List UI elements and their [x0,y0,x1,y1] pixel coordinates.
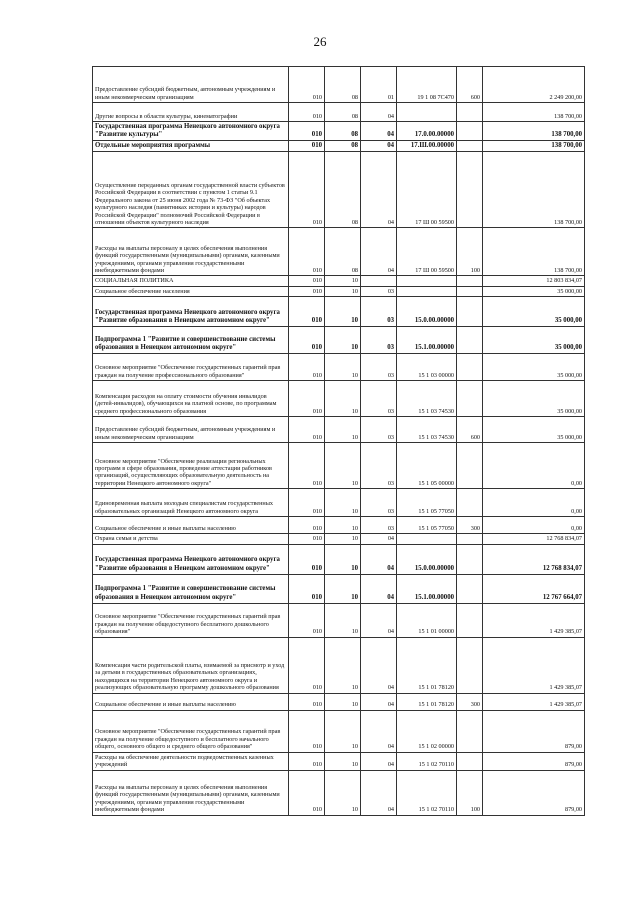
row-expense-type [457,381,483,417]
row-name: Основное мероприятие "Обеспечение государственных гарантий прав граждан на получение профессионального образования" [93,354,289,381]
table-row [93,103,585,122]
row-subsection-code: 03 [361,354,397,381]
row-sum: 138 700,00 [483,228,585,276]
row-sum: 12 768 834,07 [483,534,585,544]
row-target-code: 15.1.00.00000 [397,327,457,354]
row-sum: 138 700,00 [483,152,585,228]
row-target-code: 15 1 02 70110 [397,752,457,770]
row-rz-code: 010 [289,693,325,710]
table-row [93,354,585,381]
table-row [93,152,585,228]
table-row [93,297,585,327]
row-subsection-code: 04 [361,122,397,141]
row-rz-code: 010 [289,534,325,544]
row-target-code: 15 1 05 77050 [397,517,457,534]
row-rz-code: 010 [289,103,325,122]
row-subsection-code: 04 [361,710,397,752]
row-target-code: 15 1 05 77050 [397,489,457,517]
row-subsection-code: 04 [361,752,397,770]
row-target-code [397,103,457,122]
row-target-code [397,286,457,296]
row-sum: 1 429 385,07 [483,603,585,637]
row-section-code: 10 [325,327,361,354]
row-subsection-code: 04 [361,544,397,574]
row-name: Расходы на выплаты персоналу в целях обеспечения выполнения функций государственными (муниципальными) органами, казенными учреждениями, органами управления государственными внебюджетными фондами [93,228,289,276]
row-section-code: 08 [325,122,361,141]
row-expense-type [457,443,483,489]
row-name: Компенсация расходов на оплату стоимости обучения инвалидов (детей-инвалидов), обучающихся на платной основе, по программам среднего профессионального образования [93,381,289,417]
row-sum: 12 768 834,07 [483,544,585,574]
row-subsection-code: 04 [361,603,397,637]
row-name: Расходы на выплаты персоналу в целях обеспечения выполнения функций государственными (муниципальными) органами, казенными учреждениями, органами управления государственными внебюджетными фондами [93,770,289,815]
row-expense-type: 100 [457,228,483,276]
row-section-code: 08 [325,141,361,152]
row-expense-type [457,297,483,327]
row-expense-type [457,534,483,544]
table-row [93,276,585,286]
row-name: Социальное обеспечение населения [93,286,289,296]
row-name: Охрана семьи и детства [93,534,289,544]
row-section-code: 10 [325,693,361,710]
row-rz-code: 010 [289,228,325,276]
row-section-code: 10 [325,417,361,443]
row-target-code: 15 1 03 74530 [397,381,457,417]
row-expense-type [457,752,483,770]
row-target-code: 15.0.00.00000 [397,544,457,574]
row-rz-code: 010 [289,752,325,770]
row-section-code: 10 [325,574,361,603]
table-row [93,122,585,141]
row-rz-code: 010 [289,354,325,381]
table-row [93,489,585,517]
table-row [93,603,585,637]
row-name: Основное мероприятие "Обеспечение реализации региональных программ в сфере образования, проведение аттестации работников организаций, осуществляющих образовательную деятельность на территории Ненецкого автономного округа" [93,443,289,489]
row-subsection-code: 03 [361,489,397,517]
row-sum: 12 767 664,07 [483,574,585,603]
row-name: Социальное обеспечение и иные выплаты населению [93,693,289,710]
row-expense-type [457,574,483,603]
row-section-code: 08 [325,67,361,103]
row-rz-code: 010 [289,517,325,534]
row-name: Компенсация части родительской платы, взимаемой за присмотр и уход за детьми в государственных образовательных организациях, находящихся на территории Ненецкого автономного округа и реализующих образовательную программу дошкольного образования [93,637,289,693]
row-target-code: 15 1 02 70110 [397,770,457,815]
row-subsection-code: 03 [361,297,397,327]
row-subsection-code: 04 [361,534,397,544]
row-name: Расходы на обеспечение деятельности подведомственных казенных учреждений [93,752,289,770]
row-sum: 1 429 385,07 [483,693,585,710]
row-rz-code: 010 [289,770,325,815]
row-name: Государственная программа Ненецкого автономного округа "Развитие культуры" [93,122,289,141]
row-sum: 35 000,00 [483,417,585,443]
row-section-code: 10 [325,517,361,534]
row-target-code: 15 1 01 78120 [397,637,457,693]
row-section-code: 10 [325,770,361,815]
row-name: Другие вопросы в области культуры, кинематографии [93,103,289,122]
row-target-code: 15 1 03 00000 [397,354,457,381]
table-row [93,637,585,693]
row-rz-code: 010 [289,381,325,417]
row-sum: 879,00 [483,710,585,752]
row-rz-code: 010 [289,710,325,752]
row-sum: 138 700,00 [483,103,585,122]
row-rz-code: 010 [289,603,325,637]
table-row [93,770,585,815]
row-name: Основное мероприятие "Обеспечение государственных гарантий прав граждан на получение общедоступного и бесплатного начального общего, основного общего и среднего общего образования" [93,710,289,752]
row-rz-code: 010 [289,67,325,103]
budget-table [92,66,585,816]
row-target-code: 15 1 02 00000 [397,710,457,752]
row-sum: 138 700,00 [483,141,585,152]
row-expense-type [457,103,483,122]
table-row [93,574,585,603]
row-subsection-code: 03 [361,327,397,354]
row-section-code: 10 [325,603,361,637]
row-subsection-code: 04 [361,693,397,710]
row-sum: 12 803 834,07 [483,276,585,286]
row-subsection-code: 01 [361,67,397,103]
row-rz-code: 010 [289,574,325,603]
row-name: Государственная программа Ненецкого автономного округа "Развитие образования в Ненецком автономном округе" [93,297,289,327]
row-sum: 879,00 [483,770,585,815]
table-row [93,693,585,710]
row-name: Предоставление субсидий бюджетным, автономным учреждениям и иным некоммерческим организациям [93,417,289,443]
row-subsection-code: 03 [361,286,397,296]
row-section-code: 10 [325,354,361,381]
row-name: Единовременная выплата молодым специалистам государственных образовательных организаций Ненецкого автономного округа [93,489,289,517]
row-section-code: 10 [325,637,361,693]
row-expense-type [457,122,483,141]
row-target-code: 15 1 03 74530 [397,417,457,443]
row-subsection-code: 04 [361,637,397,693]
row-name: Государственная программа Ненецкого автономного округа "Развитие образования в Ненецком автономном округе" [93,544,289,574]
row-subsection-code: 03 [361,443,397,489]
row-expense-type [457,637,483,693]
row-subsection-code: 04 [361,103,397,122]
row-rz-code: 010 [289,637,325,693]
row-expense-type [457,710,483,752]
row-target-code: 15 1 05 00000 [397,443,457,489]
row-name: Отдельные мероприятия программы [93,141,289,152]
row-target-code: 15 1 01 78120 [397,693,457,710]
table-row [93,710,585,752]
row-sum: 0,00 [483,489,585,517]
row-expense-type [457,603,483,637]
table-row [93,443,585,489]
row-expense-type [457,544,483,574]
row-sum: 0,00 [483,517,585,534]
row-expense-type [457,489,483,517]
row-rz-code: 010 [289,152,325,228]
row-section-code: 10 [325,276,361,286]
row-name: Предоставление субсидий бюджетным, автономным учреждениям и иным некоммерческим организациям [93,67,289,103]
row-rz-code: 010 [289,122,325,141]
row-name: Социальное обеспечение и иные выплаты населению [93,517,289,534]
row-subsection-code: 04 [361,141,397,152]
row-sum: 35 000,00 [483,297,585,327]
row-sum: 35 000,00 [483,354,585,381]
row-sum: 0,00 [483,443,585,489]
table-row [93,544,585,574]
row-expense-type: 600 [457,67,483,103]
row-sum: 1 429 385,07 [483,637,585,693]
row-section-code: 10 [325,534,361,544]
row-rz-code: 010 [289,489,325,517]
row-subsection-code: 04 [361,152,397,228]
row-sum: 35 000,00 [483,381,585,417]
row-sum: 35 000,00 [483,286,585,296]
row-expense-type: 100 [457,770,483,815]
row-target-code: 19 1 08 7C470 [397,67,457,103]
row-expense-type [457,152,483,228]
row-name: Подпрограмма 1 "Развитие и совершенствование системы образования в Ненецком автономном округе" [93,327,289,354]
row-section-code: 10 [325,381,361,417]
row-rz-code: 010 [289,286,325,296]
row-subsection-code: 03 [361,381,397,417]
table-row [93,327,585,354]
row-section-code: 10 [325,286,361,296]
row-name: Основное мероприятие "Обеспечение государственных гарантий прав граждан на получение общедоступного бесплатного дошкольного образования" [93,603,289,637]
row-rz-code: 010 [289,327,325,354]
row-section-code: 10 [325,544,361,574]
row-target-code: 17 Ш 00 59500 [397,228,457,276]
row-expense-type [457,286,483,296]
row-section-code: 08 [325,103,361,122]
row-name: Подпрограмма 1 "Развитие и совершенствование системы образования в Ненецком автономном округе" [93,574,289,603]
table-row [93,417,585,443]
table-row [93,141,585,152]
row-target-code [397,534,457,544]
row-name: Осуществление переданных органам государственной власти субъектов Российской Федерации в соответствии с пунктом 1 статьи 9.1 Федерального закона от 25 июня 2002 года № 73-ФЗ "Об объектах культурного наследия (памятниках истории и культуры) народов Российской Федерации" полномочий Российской Федерации в отношении объектов культурного наследия [93,152,289,228]
row-rz-code: 010 [289,544,325,574]
row-section-code: 10 [325,752,361,770]
row-subsection-code [361,276,397,286]
table-row [93,286,585,296]
budget-table-body [93,67,585,816]
row-section-code: 08 [325,152,361,228]
table-row [93,517,585,534]
row-target-code: 15.1.00.00000 [397,574,457,603]
table-row [93,752,585,770]
row-expense-type: 300 [457,517,483,534]
row-sum: 138 700,00 [483,122,585,141]
table-row [93,534,585,544]
row-subsection-code: 03 [361,517,397,534]
row-expense-type [457,141,483,152]
table-row [93,228,585,276]
row-section-code: 10 [325,443,361,489]
page-number: 26 [313,34,327,49]
row-target-code [397,276,457,286]
row-sum: 879,00 [483,752,585,770]
row-section-code: 10 [325,297,361,327]
row-rz-code: 010 [289,417,325,443]
table-row [93,381,585,417]
row-expense-type [457,327,483,354]
row-section-code: 08 [325,228,361,276]
row-sum: 35 000,00 [483,327,585,354]
row-expense-type [457,354,483,381]
row-subsection-code: 04 [361,574,397,603]
row-name: СОЦИАЛЬНАЯ ПОЛИТИКА [93,276,289,286]
table-row [93,67,585,103]
row-target-code: 17 Ш 00 59500 [397,152,457,228]
row-expense-type: 600 [457,417,483,443]
row-expense-type: 300 [457,693,483,710]
row-section-code: 10 [325,489,361,517]
row-rz-code: 010 [289,276,325,286]
row-rz-code: 010 [289,443,325,489]
row-section-code: 10 [325,710,361,752]
row-rz-code: 010 [289,141,325,152]
row-target-code: 15.0.00.00000 [397,297,457,327]
row-subsection-code: 04 [361,770,397,815]
row-subsection-code: 03 [361,417,397,443]
row-target-code: 15 1 01 00000 [397,603,457,637]
row-target-code: 17.0.00.00000 [397,122,457,141]
row-target-code: 17.Ш.00.00000 [397,141,457,152]
row-sum: 2 249 200,00 [483,67,585,103]
row-subsection-code: 04 [361,228,397,276]
row-rz-code: 010 [289,297,325,327]
row-expense-type [457,276,483,286]
